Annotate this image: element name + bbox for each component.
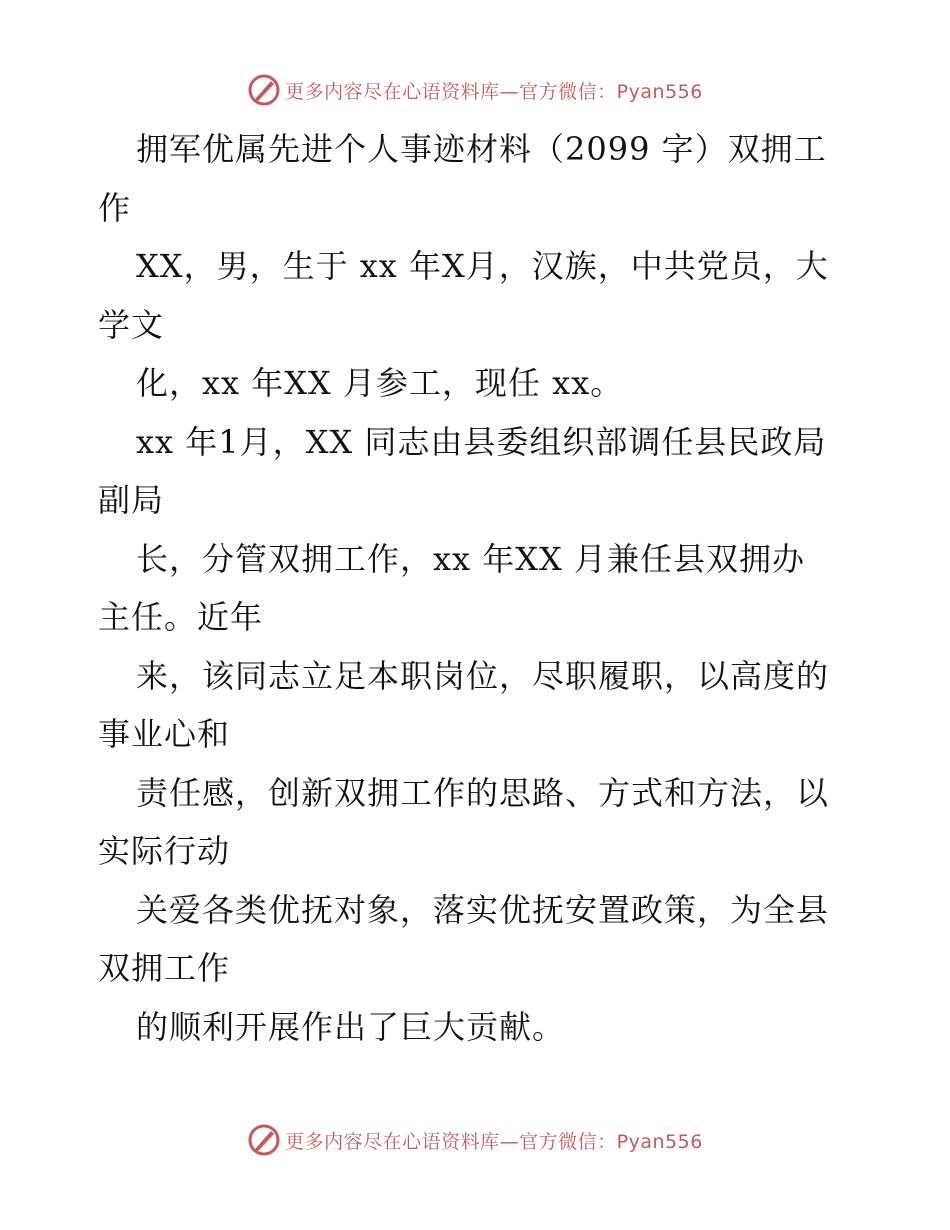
text-line: XX，男，生于 xx 年X月，汉族，中共党员，大: [136, 247, 829, 285]
text-line: 事业心和: [98, 715, 231, 753]
text-line: 拥军优属先进个人事迹材料（2099 字）双拥工: [136, 130, 827, 168]
text-line: 副局: [98, 481, 165, 519]
text-line: 作: [98, 188, 132, 227]
text-line: 实际行动: [98, 832, 231, 870]
banner-text: 更多内容尽在心语资料库—官方微信：Pyan556: [285, 80, 703, 103]
banner-text: 更多内容尽在心语资料库—官方微信：Pyan556: [285, 1130, 703, 1153]
header-banner: [0, 70, 950, 110]
text-line: 的顺利开展作出了巨大贡献。: [136, 1007, 566, 1046]
quill-pen-logo-icon: [247, 1123, 281, 1157]
text-line: 关爱各类优抚对象，落实优抚安置政策，为全县: [136, 890, 830, 929]
footer-banner: [0, 1120, 950, 1160]
text-line: 双拥工作: [98, 949, 231, 987]
text-line: 主任。近年: [98, 598, 264, 636]
text-line: 长，分管双拥工作，xx 年XX 月兼任县双拥办: [136, 539, 806, 578]
text-line: xx 年1月，XX 同志由县委组织部调任县民政局: [136, 422, 827, 461]
document-body: [98, 120, 888, 1056]
text-line: 来，该同志立足本职岗位，尽职履职，以高度的: [136, 656, 830, 695]
quill-pen-logo-icon: [247, 73, 281, 107]
text-line: 化，xx 年XX 月参工，现任 xx。: [136, 364, 624, 402]
text-line: 学文: [98, 305, 165, 344]
text-line: 责任感，创新双拥工作的思路、方式和方法，以: [136, 773, 830, 812]
